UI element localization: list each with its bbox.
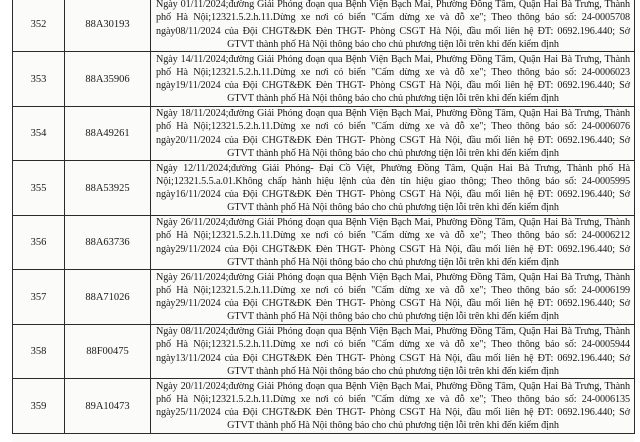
violation-cell bbox=[151, 325, 635, 379]
row-number: 359 bbox=[13, 379, 65, 434]
row-number: 356 bbox=[13, 216, 65, 270]
violation-description: Ngày 12/11/2024;đường Giải Phóng- Đại Cồ Việt, Phường Đồng Tâm, Quận Hai Bà Trưng, Thành phố Hà Nội;12321.5.5.a.01.Không chấp hành hiệu lệnh của đèn tín hiệu giao thông; Theo thông báo số: 24-0005995 ngày16/11/2024 của Đội CHGT&ĐK Đèn THGT- Phòng CSGT Hà Nội, đầu mối liên hệ ĐT: 0692.196.440; Sở GTVT thành phố Hà Nội thông báo cho chủ phương tiện lỗi trên khi đến kiểm định bbox=[156, 162, 630, 214]
violation-description: Ngày 14/11/2024;đường Giải Phóng đoạn qua Bệnh Viện Bạch Mai, Phường Đồng Tâm, Quận Hai Bà Trưng, Thành phố Hà Nội;12321.5.2.h.11.Dừng xe nơi có biển "Cấm dừng xe và đỗ xe"; Theo thông báo số: 24-0006023 ngày19/11/2024 của Đội CHGT&ĐK Đèn THGT- Phòng CSGT Hà Nội, đầu mối liên hệ ĐT: 0692.196.440; Sở GTVT thành phố Hà Nội thông báo cho chủ phương tiện lỗi trên khi đến kiểm định bbox=[156, 53, 630, 105]
document-page bbox=[12, 0, 634, 442]
violation-description: Ngày 01/11/2024;đường Giải Phóng đoạn qua Bệnh Viện Bạch Mai, Phường Đồng Tâm, Quận Hai Bà Trưng, Thành phố Hà Nội;12321.5.2.h.11.Dừng xe nơi có biển "Cấm dừng xe và đỗ xe"; Theo thông báo số: 24-0005708 ngày08/11/2024 của Đội CHGT&ĐK Đèn THGT- Phòng CSGT Hà Nội, đầu mối liên hệ ĐT: 0692.196.440; Sở GTVT thành phố Hà Nội thông báo cho chủ phương tiện lỗi trên khi đến kiểm định bbox=[156, 0, 630, 50]
row-number: 355 bbox=[13, 161, 65, 216]
table-row bbox=[13, 270, 635, 325]
license-plate: 88A30193 bbox=[65, 0, 151, 52]
row-number: 358 bbox=[13, 325, 65, 379]
table-row bbox=[13, 52, 635, 107]
violation-cell bbox=[151, 161, 635, 216]
table-row bbox=[13, 0, 635, 52]
license-plate: 88A49261 bbox=[65, 107, 151, 161]
license-plate: 89A10473 bbox=[65, 379, 151, 434]
table-row bbox=[13, 107, 635, 161]
license-plate: 88A35906 bbox=[65, 52, 151, 107]
table-row bbox=[13, 379, 635, 434]
violation-cell bbox=[151, 270, 635, 325]
violation-description: Ngày 20/11/2024;đường Giải Phóng đoạn qua Bệnh Viện Bạch Mai, Phường Đồng Tâm, Quận Hai Bà Trưng, Thành phố Hà Nội;12321.5.2.h.11.Dừng xe nơi có biển "Cấm dừng xe và đỗ xe"; Theo thông báo số: 24-0006135 ngày25/11/2024 của Đội CHGT&ĐK Đèn THGT- Phòng CSGT Hà Nội, đầu mối liên hệ ĐT: 0692.196.440; Sở GTVT thành phố Hà Nội thông báo cho chủ phương tiện lỗi trên khi đến kiểm định bbox=[156, 380, 630, 432]
violation-cell bbox=[151, 379, 635, 434]
violation-description: Ngày 26/11/2024;đường Giải Phóng đoạn qua Bệnh Viện Bạch Mai, Phường Đồng Tâm, Quận Hai Bà Trưng, Thành phố Hà Nội;12321.5.2.h.11.Dừng xe nơi có biển "Cấm dừng xe và đỗ xe"; Theo thông báo số: 24-0006199 ngày29/11/2024 của Đội CHGT&ĐK Đèn THGT- Phòng CSGT Hà Nội, đầu mối liên hệ ĐT: 0692.196.440; Sở GTVT thành phố Hà Nội thông báo cho chủ phương tiện lỗi trên khi đến kiểm định bbox=[156, 271, 630, 323]
violation-description: Ngày 26/11/2024;đường Giải Phóng đoạn qua Bệnh Viện Bạch Mai, Phường Đồng Tâm, Quận Hai Bà Trưng, Thành phố Hà Nội;12321.5.2.h.11.Dừng xe nơi có biển "Cấm dừng xe và đỗ xe"; Theo thông báo số: 24-0006212 ngày29/11/2024 của Đội CHGT&ĐK Đèn THGT- Phòng CSGT Hà Nội, đầu mối liên hệ ĐT: 0692.196.440; Sở GTVT thành phố Hà Nội thông báo cho chủ phương tiện lỗi trên khi đến kiểm định bbox=[156, 217, 630, 268]
violation-table bbox=[12, 0, 635, 434]
row-number: 353 bbox=[13, 52, 65, 107]
table-row bbox=[13, 216, 635, 270]
violation-cell bbox=[151, 107, 635, 161]
violation-description: Ngày 08/11/2024;đường Giải Phóng đoạn qua Bệnh Viện Bạch Mai, Phường Đồng Tâm, Quận Hai Bà Trưng, Thành phố Hà Nội;12321.5.2.h.11.Dừng xe nơi có biển "Cấm dừng xe và đỗ xe"; Theo thông báo số: 24-0005944 ngày13/11/2024 của Đội CHGT&ĐK Đèn THGT- Phòng CSGT Hà Nội, đầu mối liên hệ ĐT: 0692.196.440; Sở GTVT thành phố Hà Nội thông báo cho chủ phương tiện lỗi trên khi đến kiểm định bbox=[156, 326, 630, 377]
license-plate: 88A53925 bbox=[65, 161, 151, 216]
violation-cell bbox=[151, 0, 635, 52]
license-plate: 88A71026 bbox=[65, 270, 151, 325]
violation-cell bbox=[151, 216, 635, 270]
row-number: 354 bbox=[13, 107, 65, 161]
row-number: 357 bbox=[13, 270, 65, 325]
row-number: 352 bbox=[13, 0, 65, 52]
table-row bbox=[13, 325, 635, 379]
violation-description: Ngày 18/11/2024;đường Giải Phóng đoạn qua Bệnh Viện Bạch Mai, Phường Đồng Tâm, Quận Hai Bà Trưng, Thành phố Hà Nội;12321.5.2.h.11.Dừng xe nơi có biển "Cấm dừng xe và đỗ xe"; Theo thông báo số: 24-0006076 ngày20/11/2024 của Đội CHGT&ĐK Đèn THGT- Phòng CSGT Hà Nội, đầu mối liên hệ ĐT: 0692.196.440; Sở GTVT thành phố Hà Nội thông báo cho chủ phương tiện lỗi trên khi đến kiểm định bbox=[156, 108, 630, 159]
license-plate: 88F00475 bbox=[65, 325, 151, 379]
license-plate: 88A63736 bbox=[65, 216, 151, 270]
violation-cell bbox=[151, 52, 635, 107]
table-row bbox=[13, 161, 635, 216]
